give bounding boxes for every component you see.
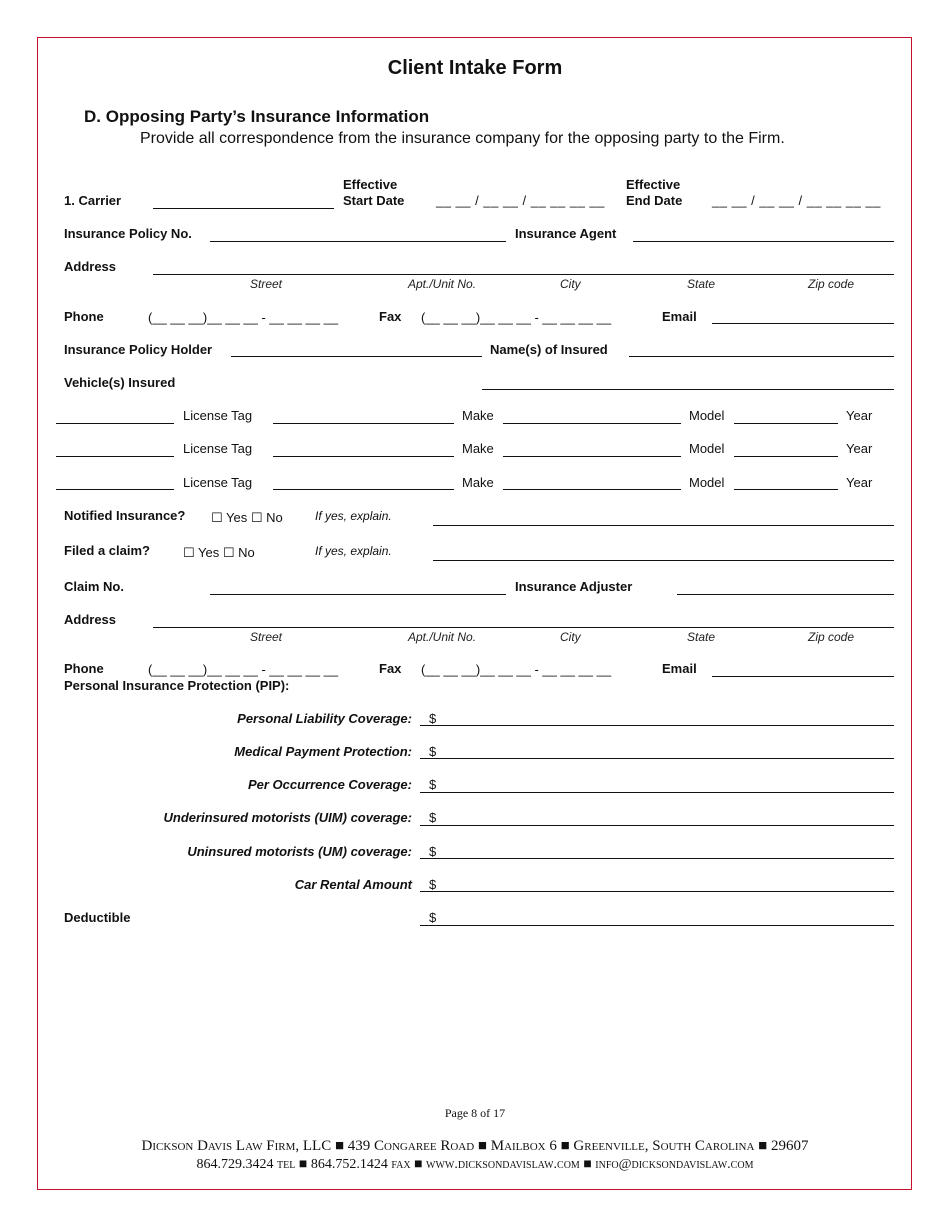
notified-explain-label: If yes, explain.	[315, 509, 392, 523]
address-field[interactable]	[153, 274, 894, 275]
effective-start-label-2: Start Date	[343, 193, 405, 208]
year-label: Year	[846, 408, 873, 423]
phone-label: Phone	[64, 309, 104, 324]
license-tag-field[interactable]	[273, 423, 454, 424]
dollar-sign: $	[429, 744, 437, 759]
policy-holder-label: Insurance Policy Holder	[64, 342, 213, 357]
policy-no-field[interactable]	[210, 241, 506, 242]
model-label: Model	[689, 475, 725, 490]
apt-caption: Apt./Unit No.	[408, 630, 477, 644]
vehicle-1-field[interactable]	[56, 423, 174, 424]
dollar-sign: $	[429, 910, 437, 925]
footer-address: Dickson Davis Law Firm, LLC ■ 439 Congaree Road ■ Mailbox 6 ■ Greenville, South Carolina ■ 29607	[141, 1138, 809, 1154]
adjuster-email-label: Email	[662, 661, 697, 676]
deductible-label: Deductible	[64, 910, 131, 925]
make-label: Make	[462, 441, 494, 456]
effective-end-label-2: End Date	[626, 193, 683, 208]
carrier-label: 1. Carrier	[64, 193, 122, 208]
make-field[interactable]	[503, 489, 681, 490]
adjuster-address-field[interactable]	[153, 627, 894, 628]
vehicles-label: Vehicle(s) Insured	[64, 375, 176, 390]
adjuster-phone-label: Phone	[64, 661, 104, 676]
filed-label: Filed a claim?	[64, 543, 150, 558]
year-label: Year	[846, 475, 873, 490]
start-date-field[interactable]: __ __ / __ __ / __ __ __ __	[436, 193, 605, 208]
dollar-sign: $	[429, 810, 437, 825]
coverage-label: Underinsured motorists (UIM) coverage:	[163, 810, 412, 825]
dollar-sign: $	[429, 877, 437, 892]
policy-holder-field[interactable]	[231, 356, 482, 357]
coverage-field[interactable]	[420, 792, 894, 793]
names-insured-field[interactable]	[629, 356, 894, 357]
effective-start-label-1: Effective	[343, 177, 398, 192]
state-caption: State	[687, 630, 716, 644]
carrier-field[interactable]	[153, 208, 334, 209]
adjuster-address-label: Address	[64, 612, 117, 627]
adjuster-phone-field[interactable]: (__ __ __)__ __ __ - __ __ __ __	[148, 662, 339, 677]
filed-yes-no-checkboxes[interactable]: ☐ Yes ☐ No	[183, 545, 255, 560]
vehicle-2-field[interactable]	[56, 456, 174, 457]
zip-caption: Zip code	[808, 277, 855, 291]
license-tag-label: License Tag	[183, 475, 253, 490]
coverage-field[interactable]	[420, 858, 894, 859]
deductible-field[interactable]	[420, 925, 894, 926]
license-tag-field[interactable]	[273, 489, 454, 490]
coverage-label: Uninsured motorists (UM) coverage:	[187, 844, 412, 859]
notified-label: Notified Insurance?	[64, 508, 186, 523]
adjuster-fax-label: Fax	[379, 661, 402, 676]
street-caption: Street	[250, 630, 283, 644]
pip-heading: Personal Insurance Protection (PIP):	[64, 678, 290, 693]
names-insured-label: Name(s) of Insured	[490, 342, 608, 357]
license-tag-label: License Tag	[183, 408, 253, 423]
model-label: Model	[689, 441, 725, 456]
make-field[interactable]	[503, 456, 681, 457]
city-caption: City	[560, 277, 581, 291]
license-tag-label: License Tag	[183, 441, 253, 456]
make-label: Make	[462, 408, 494, 423]
coverage-field[interactable]	[420, 825, 894, 826]
coverage-label: Personal Liability Coverage:	[237, 711, 412, 726]
agent-field[interactable]	[633, 241, 894, 242]
page-border	[37, 37, 912, 1190]
page-number: Page 8 of 17	[444, 1106, 506, 1120]
license-tag-field[interactable]	[273, 456, 454, 457]
make-label: Make	[462, 475, 494, 490]
model-label: Model	[689, 408, 725, 423]
policy-no-label: Insurance Policy No.	[64, 226, 192, 241]
claim-no-label: Claim No.	[64, 579, 124, 594]
notified-yes-no-checkboxes[interactable]: ☐ Yes ☐ No	[211, 510, 283, 525]
section-intro: Provide all correspondence from the insurance company for the opposing party to the Firm.	[140, 130, 785, 147]
coverage-field[interactable]	[420, 758, 894, 759]
adjuster-field[interactable]	[677, 594, 894, 595]
coverage-label: Per Occurrence Coverage:	[247, 777, 412, 792]
make-field[interactable]	[503, 423, 681, 424]
fax-field[interactable]: (__ __ __)__ __ __ - __ __ __ __	[421, 310, 612, 325]
model-field[interactable]	[734, 423, 838, 424]
coverage-field[interactable]	[420, 725, 894, 726]
fax-label: Fax	[379, 309, 402, 324]
vehicles-field[interactable]	[482, 389, 894, 390]
filed-explain-field[interactable]	[433, 560, 894, 561]
street-caption: Street	[250, 277, 283, 291]
dollar-sign: $	[429, 711, 437, 726]
phone-field[interactable]: (__ __ __)__ __ __ - __ __ __ __	[148, 310, 339, 325]
end-date-field[interactable]: __ __ / __ __ / __ __ __ __	[712, 193, 881, 208]
agent-label: Insurance Agent	[515, 226, 617, 241]
effective-end-label-1: Effective	[626, 177, 681, 192]
footer-contact: 864.729.3424 tel ■ 864.752.1424 fax ■ www.dicksondavislaw.com ■ info@dicksondavislaw.com	[196, 1157, 754, 1172]
claim-no-field[interactable]	[210, 594, 506, 595]
filed-explain-label: If yes, explain.	[315, 544, 392, 558]
adjuster-label: Insurance Adjuster	[515, 579, 633, 594]
coverage-label: Medical Payment Protection:	[234, 744, 412, 759]
model-field[interactable]	[734, 489, 838, 490]
email-label: Email	[662, 309, 697, 324]
year-label: Year	[846, 441, 873, 456]
city-caption: City	[560, 630, 581, 644]
apt-caption: Apt./Unit No.	[408, 277, 477, 291]
adjuster-fax-field[interactable]: (__ __ __)__ __ __ - __ __ __ __	[421, 662, 612, 677]
section-heading: D. Opposing Party’s Insurance Information	[84, 107, 430, 126]
address-label: Address	[64, 259, 117, 274]
adjuster-email-field[interactable]	[712, 676, 894, 677]
vehicle-3-field[interactable]	[56, 489, 174, 490]
dollar-sign: $	[429, 777, 437, 792]
coverage-label: Car Rental Amount	[294, 877, 412, 892]
dollar-sign: $	[429, 844, 437, 859]
page-title: Client Intake Form	[387, 57, 563, 79]
email-field[interactable]	[712, 323, 894, 324]
notified-explain-field[interactable]	[433, 525, 894, 526]
model-field[interactable]	[734, 456, 838, 457]
zip-caption: Zip code	[808, 630, 855, 644]
coverage-field[interactable]	[420, 891, 894, 892]
state-caption: State	[687, 277, 716, 291]
